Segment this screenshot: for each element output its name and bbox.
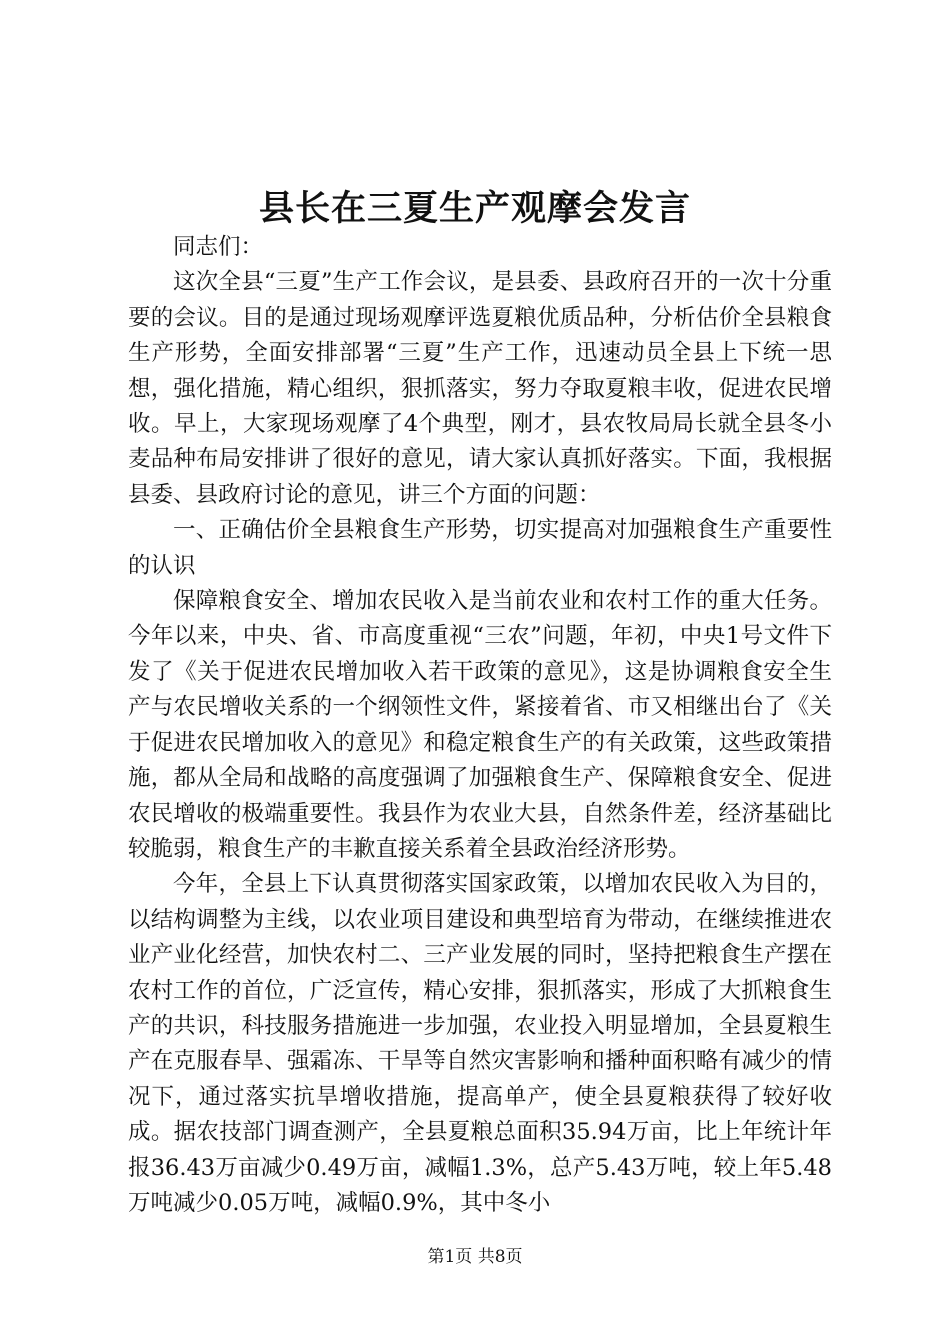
salutation-paragraph: 同志们： (173, 234, 264, 260)
document-title: 县长在三夏生产观摩会发言 (258, 188, 691, 229)
section-heading-1: 一、正确估价全县粮食生产形势，切实提高对加强粮食生产重要性的认识 (128, 517, 832, 579)
body-paragraph: 今年，全县上下认真贯彻落实国家政策，以增加农民收入为目的，以结构调整为主线，以农业项目建设和典型培育为带动，在继续推进农业产业化经营，加快农村二、三产业发展的同时，坚持把粮食生产摆在农村工作的首位，广泛宣传，精心安排，狠抓落实，形成了大抓粮食生产的共识，科技服务措施进一步加强，农业投入明显增加，全县夏粮生产在克服春旱、强霜冻、干旱等自然灾害影响和播种面积略有减少的情况下，通过落实抗旱增收措施，提高单产，使全县夏粮获得了较好收成。据农技部门调查测产，全县夏粮总面积35.94万亩，比上年统计年报36.43万亩减少0.49万亩，减幅1.3%，总产5.43万吨，较上年5.48万吨减少0.05万吨，减幅0.9%，其中冬小 (128, 871, 832, 1216)
document-body (128, 230, 832, 1221)
page-footer: 第1页 共8页 (427, 1247, 523, 1267)
body-paragraph: 保障粮食安全、增加农民收入是当前农业和农村工作的重大任务。今年以来，中央、省、市高度重视“三农”问题，年初，中央1号文件下发了《关于促进农民增加收入若干政策的意见》，这是协调粮食安全生产与农民增收关系的一个纲领性文件，紧接着省、市又相继出台了《关于促进农民增加收入的意见》和稳定粮食生产的有关政策，这些政策措施，都从全局和战略的高度强调了加强粮食生产、保障粮食安全、促进农民增收的极端重要性。我县作为农业大县，自然条件差，经济基础比较脆弱，粮食生产的丰歉直接关系着全县政治经济形势。 (128, 588, 832, 862)
intro-paragraph: 这次全县“三夏”生产工作会议，是县委、县政府召开的一次十分重要的会议。目的是通过现场观摩评选夏粮优质品种，分析估价全县粮食生产形势，全面安排部署“三夏”生产工作，迅速动员全县上下统一思想，强化措施，精心组织，狠抓落实，努力夺取夏粮丰收，促进农民增收。早上，大家现场观摩了4个典型，刚才，县农牧局局长就全县冬小麦品种布局安排讲了很好的意见，请大家认真抓好落实。下面，我根据县委、县政府讨论的意见，讲三个方面的问题： (128, 269, 832, 508)
